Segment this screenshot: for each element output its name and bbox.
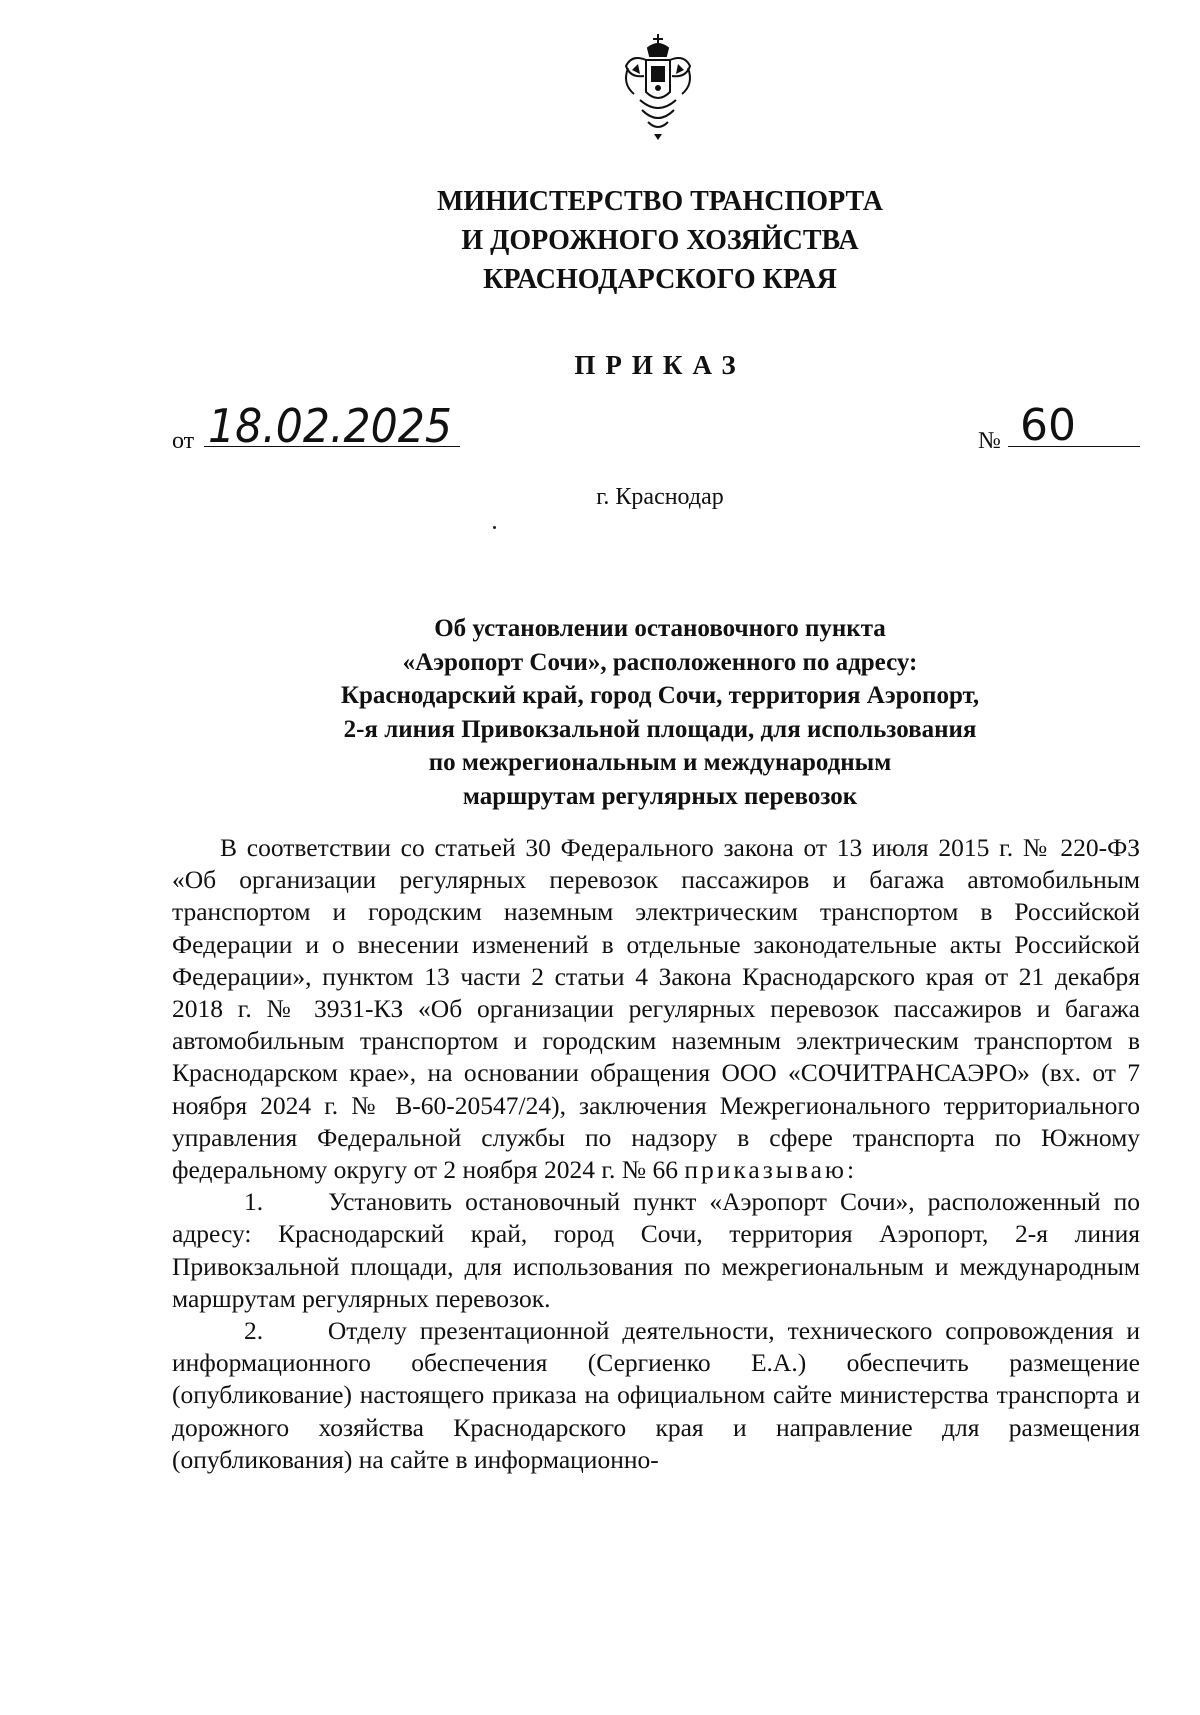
ministry-line: КРАСНОДАРСКОГО КРАЯ — [483, 264, 837, 295]
city-line: г. Краснодар — [596, 484, 724, 510]
handwritten-number — [1018, 392, 1098, 452]
item-number: 1. — [244, 1187, 264, 1217]
command-word: приказываю: — [684, 1155, 858, 1185]
order-subject — [260, 612, 1060, 813]
item-number: 2. — [244, 1316, 264, 1346]
handwritten-number-text: 60 — [1020, 400, 1076, 451]
stray-dot — [493, 526, 496, 529]
subject-line: Об установлении остановочного пункта — [434, 615, 886, 642]
preamble-paragraph — [172, 832, 1140, 1186]
subject-line: «Аэропорт Сочи», расположенного по адресу: — [402, 648, 918, 676]
subject-line: маршрутам регулярных перевозок — [462, 782, 858, 810]
subject-line: по межрегиональным и международным — [428, 749, 892, 776]
ministry-line: И ДОРОЖНОГО ХОЗЯЙСТВА — [461, 225, 859, 256]
order-item — [172, 1186, 1140, 1315]
document-title: ПРИКАЗ — [574, 350, 746, 380]
handwritten-date-text: 18.02.2025 — [208, 399, 452, 452]
coat-of-arms-emblem — [618, 30, 698, 142]
ministry-heading — [300, 182, 1020, 299]
item-text: Установить остановочный пункт «Аэропорт Сочи», расположенный по адресу: Краснодарский край, город Сочи, территория Аэропорт, 2-я линия Привокзальной площади, для использования по межрегиональным и международным маршрутам регулярных перевозок. — [172, 1187, 1140, 1313]
number-label: № — [978, 428, 1001, 454]
subject-line: 2-я линия Привокзальной площади, для использования — [343, 715, 977, 743]
item-text: Отделу презентационной деятельности, технического сопровождения и информационного обеспечения (Сергиенко Е.А.) обеспечить размещение (опубликование) настоящего приказа на официальном сайте министерства транспорта и дорожного хозяйства Краснодарского края и направление для размещения (опубликования) на сайте в информационно- — [172, 1316, 1140, 1474]
preamble-text: В соответствии со статьей 30 Федерального закона от 13 июля 2015 г. № 220-ФЗ «Об организации регулярных перевозок пассажиров и багажа автомобильным транспортом и городским наземным электрическим транспортом в Российской Федерации и о внесении изменений в отдельные законодательные акты Российской Федерации», пунктом 13 части 2 статьи 4 Закона Краснодарского края от 21 декабря 2018 г. № 3931-КЗ «Об организации регулярных перевозок пассажиров и багажа автомобильным транспортом и городским наземным электрическим транспортом в Краснодарском крае», на основании обращения ООО «СОЧИТРАНСАЭРО» (вх. от 7 ноября 2024 г. № В-60-20547/24), заключения Межрегионального территориального управления Федеральной службы по надзору в сфере транспорта по Южному федеральному округу от 2 ноября 2024 г. № 66 — [172, 833, 1140, 1185]
date-label: от — [172, 428, 195, 454]
subject-line: Краснодарский край, город Сочи, территория Аэропорт, — [340, 682, 980, 709]
order-body — [172, 832, 1140, 1476]
handwritten-date — [206, 392, 456, 452]
ministry-line: МИНИСТЕРСТВО ТРАНСПОРТА — [436, 186, 884, 217]
order-item — [172, 1315, 1140, 1476]
